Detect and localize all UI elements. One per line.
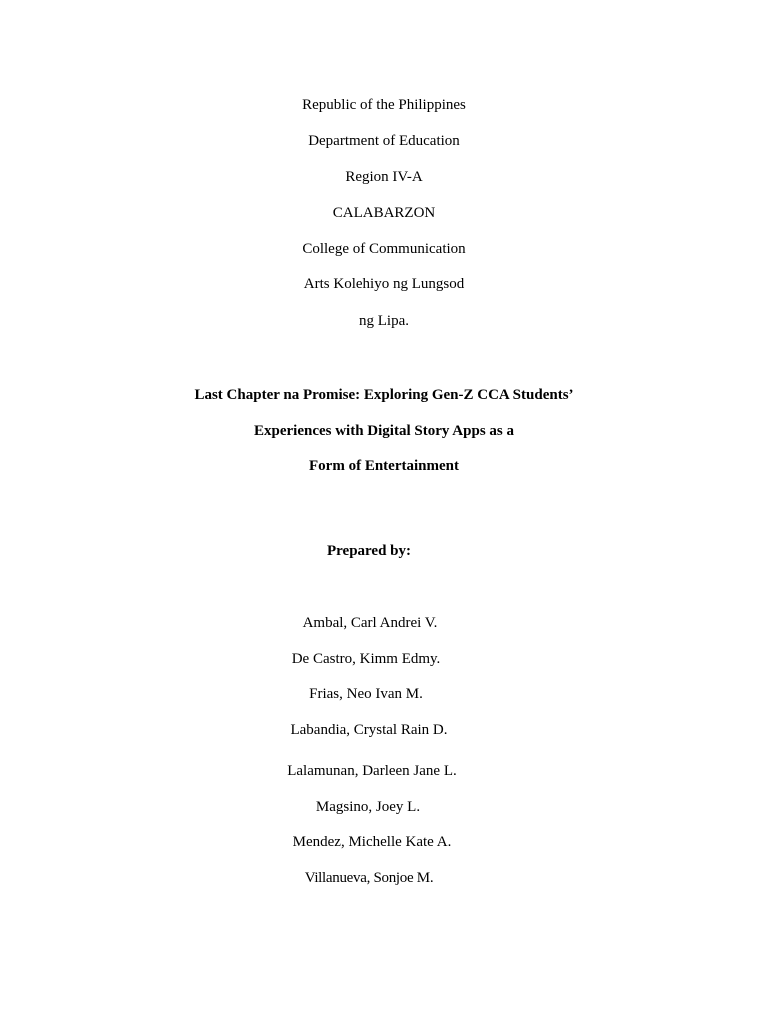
author-name: Frias, Neo Ivan M. (309, 686, 423, 702)
prepared-by-label: Prepared by: (326, 543, 412, 559)
header-line-calabarzon: CALABARZON (332, 205, 436, 221)
author-name: Magsino, Joey L. (315, 799, 421, 815)
header-line-kolehiyo: Arts Kolehiyo ng Lungsod (303, 276, 465, 292)
author-name: Lalamunan, Darleen Jane L. (287, 763, 457, 779)
header-line-region: Region IV-A (345, 169, 423, 185)
author-name: Ambal, Carl Andrei V. (302, 615, 438, 631)
author-name: Villanueva, Sonjoe M. (304, 870, 434, 886)
header-line-college: College of Communication (302, 241, 466, 257)
title-line-1: Last Chapter na Promise: Exploring Gen-Z CCA Students’ (194, 387, 574, 403)
header-line-department: Department of Education (308, 133, 460, 149)
author-name: De Castro, Kimm Edmy. (291, 651, 441, 667)
header-line-republic: Republic of the Philippines (302, 97, 466, 113)
title-line-3: Form of Entertainment (309, 458, 459, 474)
title-line-2: Experiences with Digital Story Apps as a (253, 423, 514, 439)
author-name: Labandia, Crystal Rain D. (290, 722, 448, 738)
author-name: Mendez, Michelle Kate A. (292, 834, 452, 850)
header-line-lipa: ng Lipa. (359, 313, 409, 329)
